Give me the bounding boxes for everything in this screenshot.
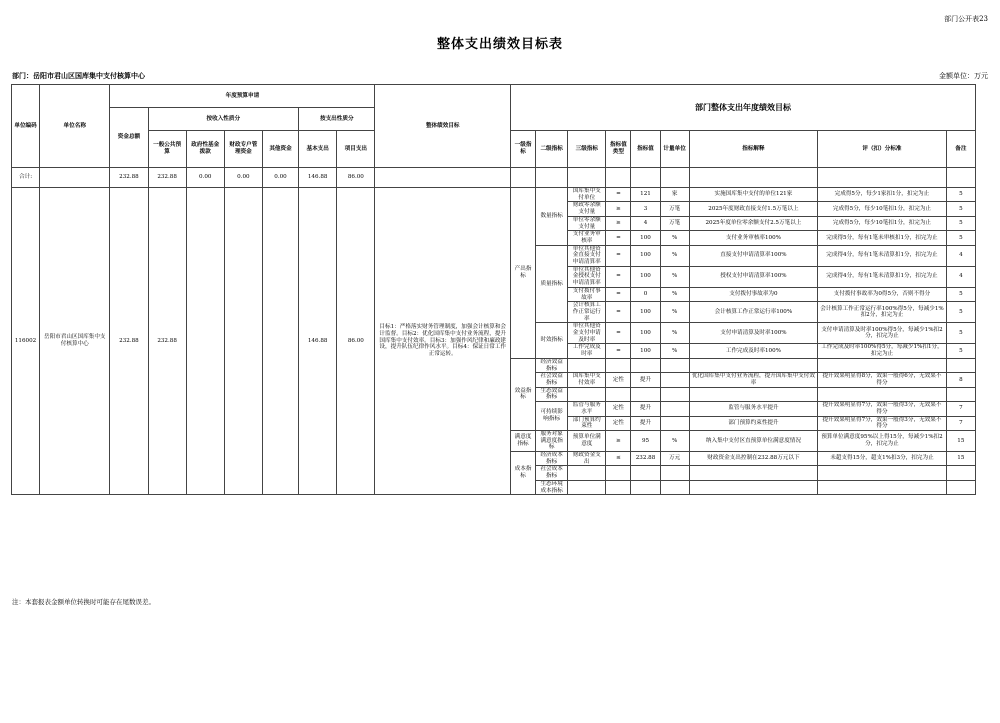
unit-cell <box>660 358 689 372</box>
scoring-cell: 完成得5分，每少10笔扣1分，扣完为止 <box>818 202 947 216</box>
level3-cell: 国库集中支付单位 <box>568 188 606 202</box>
unit-cell: 万笔 <box>660 202 689 216</box>
footnote: 注：本套报表金额单位转换时可能存在尾数误差。 <box>12 598 155 606</box>
level2-ecological: 生态效益指标 <box>536 387 568 401</box>
header-level1: 一级指标 <box>511 131 536 168</box>
level1-output: 产出指标 <box>511 188 536 359</box>
value-type-cell: = <box>606 323 631 344</box>
explanation-cell: 支付申请清算及时率100% <box>689 323 818 344</box>
scoring-cell: 支付拨付事故率为0得5分，否则不得分 <box>818 287 947 301</box>
header-measure-unit: 计量单位 <box>660 131 689 168</box>
header-other-fund: 其他资金 <box>262 131 298 168</box>
level1-satisfaction: 满意度指标 <box>511 430 536 451</box>
explanation-cell: 监管与服务水平提升 <box>689 402 818 416</box>
scoring-cell: 会计核算工作正常运行率100%得5分，每减少1%扣2分，扣完为止 <box>818 302 947 323</box>
value-cell <box>631 466 660 480</box>
level3-cell: 支付拨付事故率 <box>568 287 606 301</box>
remark-cell: 5 <box>946 302 975 323</box>
total-special-value: 0.00 <box>224 168 262 188</box>
total-goal-cell <box>375 168 511 188</box>
value-cell: 提升 <box>631 402 660 416</box>
level3-cell: 会计核算工作正常运行率 <box>568 302 606 323</box>
remark-cell: 5 <box>946 202 975 216</box>
value-type-cell: ≤ <box>606 452 631 466</box>
remark-cell: 5 <box>946 323 975 344</box>
remark-cell <box>946 358 975 372</box>
unit-cell <box>660 466 689 480</box>
unit-cell <box>660 387 689 401</box>
value-cell: 95 <box>631 430 660 451</box>
level3-cell: 部门预算约束性 <box>568 416 606 430</box>
level3-cell <box>568 466 606 480</box>
department-label: 部门：岳阳市君山区国库集中支付核算中心 <box>12 71 145 80</box>
level3-cell: 支付业务审核率 <box>568 231 606 245</box>
unit-cell <box>660 402 689 416</box>
value-type-cell: = <box>606 266 631 287</box>
value-type-cell: 定性 <box>606 402 631 416</box>
explanation-cell: 部门预算约束性提升 <box>689 416 818 430</box>
value-type-cell <box>606 480 631 494</box>
explanation-cell <box>689 358 818 372</box>
value-type-cell <box>606 387 631 401</box>
header-value: 指标值 <box>631 131 660 168</box>
total-unit-name <box>40 168 110 188</box>
header-total-funds: 资金总额 <box>110 108 148 168</box>
explanation-cell: 授权支付申请清算率100% <box>689 266 818 287</box>
unit-gov-fund <box>186 188 224 495</box>
level3-cell: 国库集中支付效率 <box>568 373 606 387</box>
explanation-cell <box>689 387 818 401</box>
unit-cell: % <box>660 266 689 287</box>
unit-other-fund <box>262 188 298 495</box>
value-cell: 100 <box>631 323 660 344</box>
total-general-value: 232.88 <box>148 168 186 188</box>
value-type-cell <box>606 466 631 480</box>
amount-unit-label: 金额单位：万元 <box>939 72 988 80</box>
level2-social: 社会效益指标 <box>536 373 568 387</box>
value-cell: 100 <box>631 231 660 245</box>
scoring-cell: 完成得4分，每有1笔未清算扣1分，扣完为止 <box>818 245 947 266</box>
unit-cell: % <box>660 302 689 323</box>
total-funds-value: 232.88 <box>110 168 148 188</box>
unit-special-fund <box>224 188 262 495</box>
remark-cell: 5 <box>946 287 975 301</box>
total-project-value: 86.00 <box>337 168 375 188</box>
header-annual-budget: 年度预算申请 <box>110 85 375 108</box>
scoring-cell: 提升效果明显得7分，效果一般得3分，无效果不得分 <box>818 402 947 416</box>
performance-goal-table <box>11 84 976 495</box>
explanation-cell: 纳入集中支付区直预算单位满意度情况 <box>689 430 818 451</box>
value-cell <box>631 358 660 372</box>
level1-cost: 成本指标 <box>511 452 536 495</box>
value-cell: 3 <box>631 202 660 216</box>
header-explanation: 指标解释 <box>689 131 818 168</box>
total-row <box>12 168 976 188</box>
value-type-cell: ≥ <box>606 216 631 230</box>
level3-cell: 单位其他资金授权支付申请清算率 <box>568 266 606 287</box>
value-type-cell: = <box>606 188 631 202</box>
explanation-cell: 2025年度单位零余额支付2.5万笔以上 <box>689 216 818 230</box>
value-type-cell: ≥ <box>606 202 631 216</box>
scoring-cell: 未超支得15分，超支1%扣3分，扣完为止 <box>818 452 947 466</box>
level2-sustainable: 可持续影响指标 <box>536 402 568 431</box>
remark-cell: 5 <box>946 216 975 230</box>
value-type-cell: ≥ <box>606 430 631 451</box>
level2-econ-cost: 经济成本指标 <box>536 452 568 466</box>
scoring-cell: 工作完成及时率100%得5分，每减少1%扣1分，扣完为止 <box>818 344 947 358</box>
unit-cell <box>660 416 689 430</box>
value-type-cell: = <box>606 231 631 245</box>
value-cell: 232.88 <box>631 452 660 466</box>
unit-cell: 万笔 <box>660 216 689 230</box>
unit-cell <box>660 480 689 494</box>
total-label: 合计: <box>12 168 40 188</box>
unit-name: 岳阳市君山区国库集中支付核算中心 <box>40 188 110 495</box>
header-special-fund: 财政专户管理资金 <box>224 131 262 168</box>
level2-quantity: 数量指标 <box>536 188 568 246</box>
unit-total-funds: 232.88 <box>110 188 148 495</box>
header-general-budget: 一般公共预算 <box>148 131 186 168</box>
unit-general-budget: 232.88 <box>148 188 186 495</box>
unit-cell: % <box>660 344 689 358</box>
explanation-cell: 2025年度财政直接支付1.5万笔以上 <box>689 202 818 216</box>
header-value-type: 指标值类型 <box>606 131 631 168</box>
header-level2: 二级指标 <box>536 131 568 168</box>
header-basic-expense: 基本支出 <box>299 131 337 168</box>
remark-cell: 15 <box>946 430 975 451</box>
explanation-cell: 工作完成及时率100% <box>689 344 818 358</box>
remark-cell: 4 <box>946 245 975 266</box>
value-type-cell: = <box>606 344 631 358</box>
unit-code: 116002 <box>12 188 40 495</box>
level2-quality: 质量指标 <box>536 245 568 323</box>
level2-timeliness: 时效指标 <box>536 323 568 359</box>
remark-cell: 8 <box>946 373 975 387</box>
total-basic-value: 146.88 <box>299 168 337 188</box>
header-unit-name: 单位名称 <box>40 85 110 168</box>
value-cell: 100 <box>631 302 660 323</box>
scoring-cell <box>818 480 947 494</box>
value-cell: 4 <box>631 216 660 230</box>
level3-cell <box>568 480 606 494</box>
explanation-cell: 支付业务审核率100% <box>689 231 818 245</box>
explanation-cell <box>689 480 818 494</box>
unit-cell <box>660 373 689 387</box>
unit-basic-expense: 146.88 <box>299 188 337 495</box>
unit-cell: 家 <box>660 188 689 202</box>
level2-eco-cost: 生态环境成本指标 <box>536 480 568 494</box>
remark-cell: 4 <box>946 266 975 287</box>
explanation-cell: 财政资金支出控制在232.88万元以下 <box>689 452 818 466</box>
header-annual-goal: 部门整体支出年度绩效目标 <box>511 85 976 131</box>
level3-cell: 单位零余额支付量 <box>568 216 606 230</box>
level2-economic: 经济效益指标 <box>536 358 568 372</box>
value-cell: 0 <box>631 287 660 301</box>
header-by-expense: 按支出性质分 <box>299 108 375 131</box>
level3-cell: 单位其他资金直接支付申请清算率 <box>568 245 606 266</box>
scoring-cell <box>818 387 947 401</box>
header-unit-code: 单位编码 <box>12 85 40 168</box>
value-cell: 100 <box>631 344 660 358</box>
scoring-cell: 完成得5分，每少10笔扣1分，扣完为止 <box>818 216 947 230</box>
header-overall-goal: 整体绩效目标 <box>375 85 511 168</box>
scoring-cell: 支付申请清算及时率100%得5分，每减少1%扣2分，扣完为止 <box>818 323 947 344</box>
value-cell: 提升 <box>631 373 660 387</box>
value-cell: 121 <box>631 188 660 202</box>
level3-cell: 预算单位满意度 <box>568 430 606 451</box>
explanation-cell: 优化国库集中支付业务流程，提升国库集中支付效率 <box>689 373 818 387</box>
scoring-cell: 完成得4分，每有1笔未清算扣1分，扣完为止 <box>818 266 947 287</box>
unit-project-expense: 86.00 <box>337 188 375 495</box>
level3-cell: 单位其他资金支付申请及时率 <box>568 323 606 344</box>
scoring-cell: 提升效果明显得8分，效果一般得6分，无效果不得分 <box>818 373 947 387</box>
explanation-cell: 会计核算工作正常运行率100% <box>689 302 818 323</box>
page-title: 整体支出绩效目标表 <box>436 37 563 52</box>
unit-cell: % <box>660 287 689 301</box>
scoring-cell: 完成得5分，每有1笔未审核扣1分，扣完为止 <box>818 231 947 245</box>
value-type-cell: 定性 <box>606 416 631 430</box>
explanation-cell: 支付拨付事故率为0 <box>689 287 818 301</box>
total-other-value: 0.00 <box>262 168 298 188</box>
value-cell <box>631 480 660 494</box>
level3-cell: 工作完成及时率 <box>568 344 606 358</box>
explanation-cell: 实施国库集中支付的单位121家 <box>689 188 818 202</box>
scoring-cell: 完成得5分，每少1家扣1分，扣完为止 <box>818 188 947 202</box>
unit-cell: % <box>660 231 689 245</box>
value-type-cell: = <box>606 245 631 266</box>
total-gov-value: 0.00 <box>186 168 224 188</box>
level2-social-cost: 社会成本指标 <box>536 466 568 480</box>
level3-cell: 财政资金支出 <box>568 452 606 466</box>
level3-cell <box>568 387 606 401</box>
unit-cell: % <box>660 323 689 344</box>
unit-cell: 万元 <box>660 452 689 466</box>
value-cell <box>631 387 660 401</box>
scoring-cell <box>818 466 947 480</box>
value-type-cell: = <box>606 302 631 323</box>
explanation-cell <box>689 466 818 480</box>
level3-cell: 财政零余额支付量 <box>568 202 606 216</box>
remark-cell: 5 <box>946 344 975 358</box>
level2-service: 服务对象满意度指标 <box>536 430 568 451</box>
remark-cell <box>946 480 975 494</box>
header-level3: 三级指标 <box>568 131 606 168</box>
remark-cell: 7 <box>946 416 975 430</box>
remark-cell <box>946 387 975 401</box>
remark-cell: 15 <box>946 452 975 466</box>
explanation-cell: 直接支付申请清算率100% <box>689 245 818 266</box>
remark-cell: 5 <box>946 188 975 202</box>
remark-cell <box>946 466 975 480</box>
scoring-cell: 预算单位满意度95%以上得15分，每减少1%扣2分，扣完为止 <box>818 430 947 451</box>
value-cell: 提升 <box>631 416 660 430</box>
overall-goal-text: 目标1：严格落实财务管理制度，加强会计核算和会计监督。目标2：优化国库集中支付业务流程，提升国库集中支付效率。目标3：加强作风纪律和廉政建设，提升队伍纪律作风水平。目标4：保证日常工作正常运转。 <box>375 188 511 495</box>
value-type-cell: 定性 <box>606 373 631 387</box>
unit-cell: % <box>660 430 689 451</box>
level3-cell <box>568 358 606 372</box>
indicator-row <box>12 188 976 202</box>
header-scoring: 评（扣）分标准 <box>818 131 947 168</box>
remark-cell: 5 <box>946 231 975 245</box>
level3-cell: 监管与服务水平 <box>568 402 606 416</box>
level1-benefit: 效益指标 <box>511 358 536 430</box>
value-type-cell <box>606 358 631 372</box>
scoring-cell: 提升效果明显得7分，效果一般得3分，无效果不得分 <box>818 416 947 430</box>
unit-cell: % <box>660 245 689 266</box>
header-gov-fund: 政府性基金拨款 <box>186 131 224 168</box>
scoring-cell <box>818 358 947 372</box>
page-number-label: 部门公开表23 <box>944 15 988 23</box>
value-cell: 100 <box>631 266 660 287</box>
header-project-expense: 项目支出 <box>337 131 375 168</box>
header-by-income: 按收入性质分 <box>148 108 299 131</box>
header-remark: 备注 <box>946 131 975 168</box>
remark-cell: 7 <box>946 402 975 416</box>
value-cell: 100 <box>631 245 660 266</box>
value-type-cell: = <box>606 287 631 301</box>
